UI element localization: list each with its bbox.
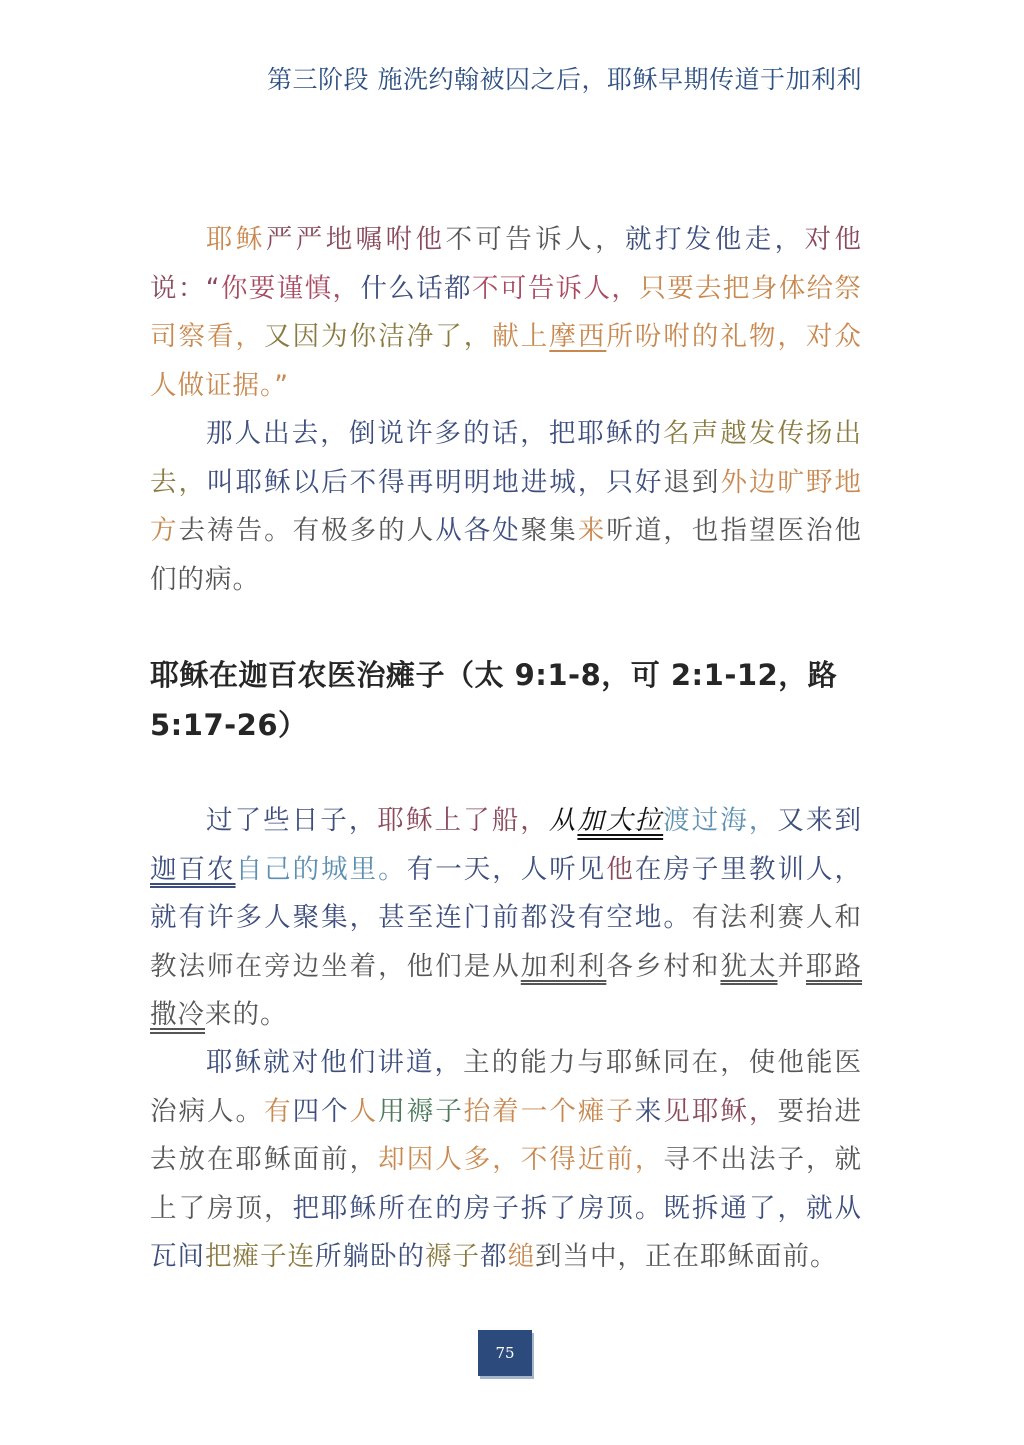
text-run: 叫耶稣以后不得再明明地进城，只好: [207, 466, 664, 498]
text-run: 褥子: [425, 1241, 480, 1272]
text-run: 从各处: [435, 515, 521, 546]
text-run: 把瘫子连: [205, 1241, 315, 1272]
text-run: 加利利: [520, 950, 607, 982]
page-number: 75: [478, 1330, 532, 1376]
text-run: 缒: [507, 1241, 535, 1272]
text-run: 各乡村和: [606, 950, 721, 982]
text-run: 献上: [492, 321, 550, 352]
text-run: 却因人多，不得近前，: [378, 1144, 664, 1175]
text-run: 要抬进去放在耶稣面前，: [150, 1095, 863, 1175]
text-run: 渡过海，: [663, 805, 778, 836]
text-run: 有一天，人听见: [406, 853, 607, 885]
text-run: 不可告诉人，: [471, 272, 640, 304]
running-header: 第三阶段 施洗约翰被囚之后，耶稣早期传道于加利利: [267, 65, 862, 94]
text-run: 聚集: [520, 515, 578, 546]
text-run: 有: [264, 1095, 293, 1127]
text-run: 不可告诉人，: [445, 224, 626, 255]
text-run: 退到: [663, 466, 721, 498]
text-run: 四个: [292, 1095, 350, 1127]
text-run: 耶稣上了船，: [377, 805, 549, 836]
text-run: 摩西: [549, 321, 607, 352]
text-run: 所躺卧的: [315, 1241, 425, 1272]
text-run: 所吩咐的礼物，对众人做证据。”: [150, 321, 863, 401]
text-run: 来: [577, 515, 607, 546]
text-run: 抬着一个瘫子: [463, 1095, 635, 1127]
text-run: 自己的城里。: [235, 853, 407, 885]
text-run: 犹太: [720, 950, 778, 982]
text-run: 对他说：“: [150, 224, 863, 304]
text-run: 从: [548, 805, 578, 836]
text-run: 寻不出法子，就上了房顶，: [150, 1144, 863, 1224]
text-run: 过了些日子，: [206, 805, 378, 836]
text-run: 严严地嘱咐他: [265, 224, 446, 255]
text-run: 外边旷野地方: [150, 466, 863, 546]
text-run: 主的能力与耶稣同在，使他能医治病人。: [150, 1047, 863, 1127]
text-run: 来: [634, 1095, 664, 1127]
text-run: 就打发他走，: [625, 224, 805, 255]
text-run: 什么话都: [360, 272, 472, 304]
section-heading: 耶稣在迦百农医治瘫子（太 9:1-8，可 2:1-12，路 5:17-26）: [150, 658, 838, 742]
text-run: 只要去把身体给祭司察看，: [150, 272, 862, 352]
text-run: 有法利赛人和教法师在旁边坐着，他们是从: [150, 902, 863, 982]
text-run: 你要谨慎，: [220, 272, 361, 304]
text-run: 就对他们讲道，: [263, 1047, 464, 1078]
text-run: 见耶稣，: [663, 1095, 778, 1127]
text-run: 听道，也指望医治他们的病。: [150, 515, 863, 595]
text-run: 并: [777, 950, 807, 982]
text-run: 耶稣: [206, 224, 266, 255]
text-run: 把耶稣所在的房子拆了房顶。: [292, 1192, 664, 1224]
text-run: 既拆通了，就从瓦间: [150, 1192, 863, 1272]
text-run: 耶路撒冷: [150, 950, 863, 1030]
text-run: 那人出去，倒说许多的话，把耶稣的: [206, 418, 664, 449]
text-run: 又来到: [777, 805, 863, 836]
text-run: 名声越发传扬出去，: [150, 418, 863, 498]
text-run: 他: [606, 853, 635, 885]
text-run: 耶稣: [206, 1047, 264, 1078]
text-run: 人: [349, 1095, 379, 1127]
paragraph-4: [150, 1039, 862, 1282]
text-run: 又因为你洁净了，: [264, 321, 493, 352]
paragraph-3: [150, 797, 862, 1040]
paragraph-2: [150, 410, 862, 604]
text-run: 用褥子: [378, 1095, 464, 1127]
text-run: 到当中，正在耶稣面前。: [535, 1241, 838, 1272]
text-run: 都: [480, 1241, 508, 1272]
text-run: 加大拉: [577, 805, 664, 836]
text-run: 去祷告。有极多的人: [178, 515, 436, 546]
paragraph-1: [150, 216, 862, 410]
text-run: 迦百农: [150, 853, 236, 885]
text-run: 在房子里教训人，就有许多人聚集，甚至连门前都没有空地。: [150, 853, 863, 933]
text-run: 来的。: [205, 999, 288, 1030]
